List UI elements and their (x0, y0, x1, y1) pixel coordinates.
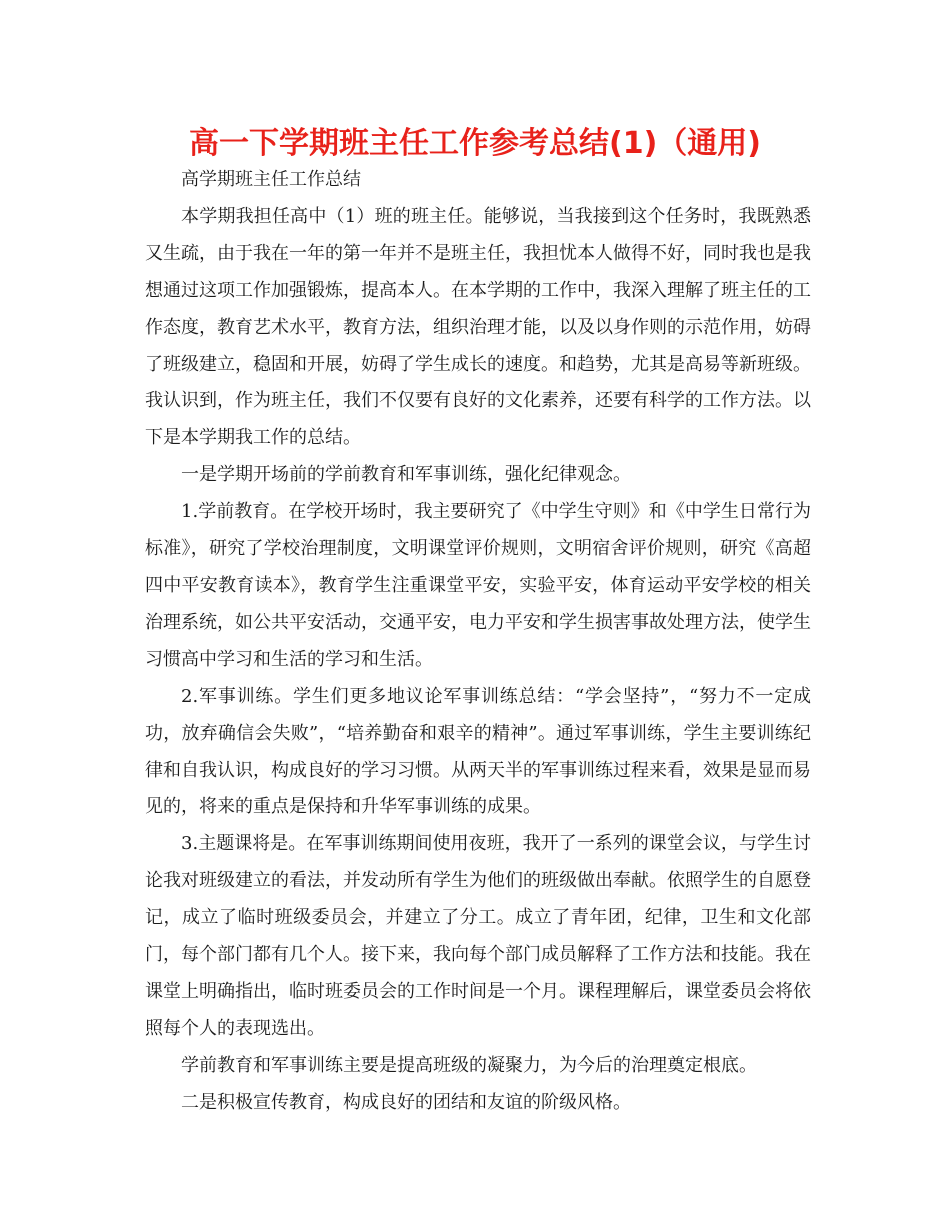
section-heading-1: 一是学期开场前的学前教育和军事训练，强化纪律观念。 (181, 464, 631, 486)
subtitle-paragraph: 高学期班主任工作总结 (181, 169, 361, 190)
item-paragraph-1: 1.学前教育。在学校开场时，我主要研究了《中学生守则》和《中学生日常行为标准》，研究了学校治理制度，文明课堂评价规则，文明宿舍评价规则，研究《高超四中平安教育读本》，教育学生注重课堂平安，实验平安，体育运动平安学校的相关治理系统，如公共平安活动，交通平安，电力平安和学生损害事故处理方法，使学生习惯高中学习和生活的学习和生活。 (145, 501, 811, 670)
intro-paragraph: 本学期我担任高中（1）班的班主任。能够说，当我接到这个任务时，我既熟悉又生疏，由于我在一年的第一年并不是班主任，我担忧本人做得不好，同时我也是我想通过这项工作加强锻炼，提高本人。在本学期的工作中，我深入理解了班主任的工作态度，教育艺术水平，教育方法，组织治理才能，以及以身作则的示范作用，妨碍了班级建立，稳固和开展，妨碍了学生成长的速度。和趋势，尤其是高易等新班级。我认识到，作为班主任，我们不仅要有良好的文化素养，还要有科学的工作方法。以下是本学期我工作的总结。 (145, 205, 811, 449)
section-heading-2: 二是积极宣传教育，构成良好的团结和友谊的阶级风格。 (181, 1091, 631, 1113)
document-title: 高一下学期班主任工作参考总结(1)（通用) (188, 126, 761, 161)
summary-paragraph: 学前教育和军事训练主要是提高班级的凝聚力，为今后的治理奠定根底。 (181, 1054, 757, 1076)
document-body (145, 162, 811, 1122)
item-paragraph-2: 2.军事训练。学生们更多地议论军事训练总结：“学会坚持”，“努力不一定成功，放弃确信会失败”，“培养勤奋和艰辛的精神”。通过军事训练，学生主要训练纪律和自我认识，构成良好的学习习惯。从两天半的军事训练过程来看，效果是显而易见的，将来的重点是保持和升华军事训练的成果。 (145, 685, 811, 818)
item-paragraph-3: 3.主题课将是。在军事训练期间使用夜班，我开了一系列的课堂会议，与学生讨论我对班级建立的看法，并发动所有学生为他们的班级做出奉献。依照学生的自愿登记，成立了临时班级委员会，并建立了分工。成立了青年团，纪律，卫生和文化部门，每个部门都有几个人。接下来，我向每个部门成员解释了工作方法和技能。我在课堂上明确指出，临时班委员会的工作时间是一个月。课程理解后，课堂委员会将依照每个人的表现选出。 (145, 833, 811, 1039)
